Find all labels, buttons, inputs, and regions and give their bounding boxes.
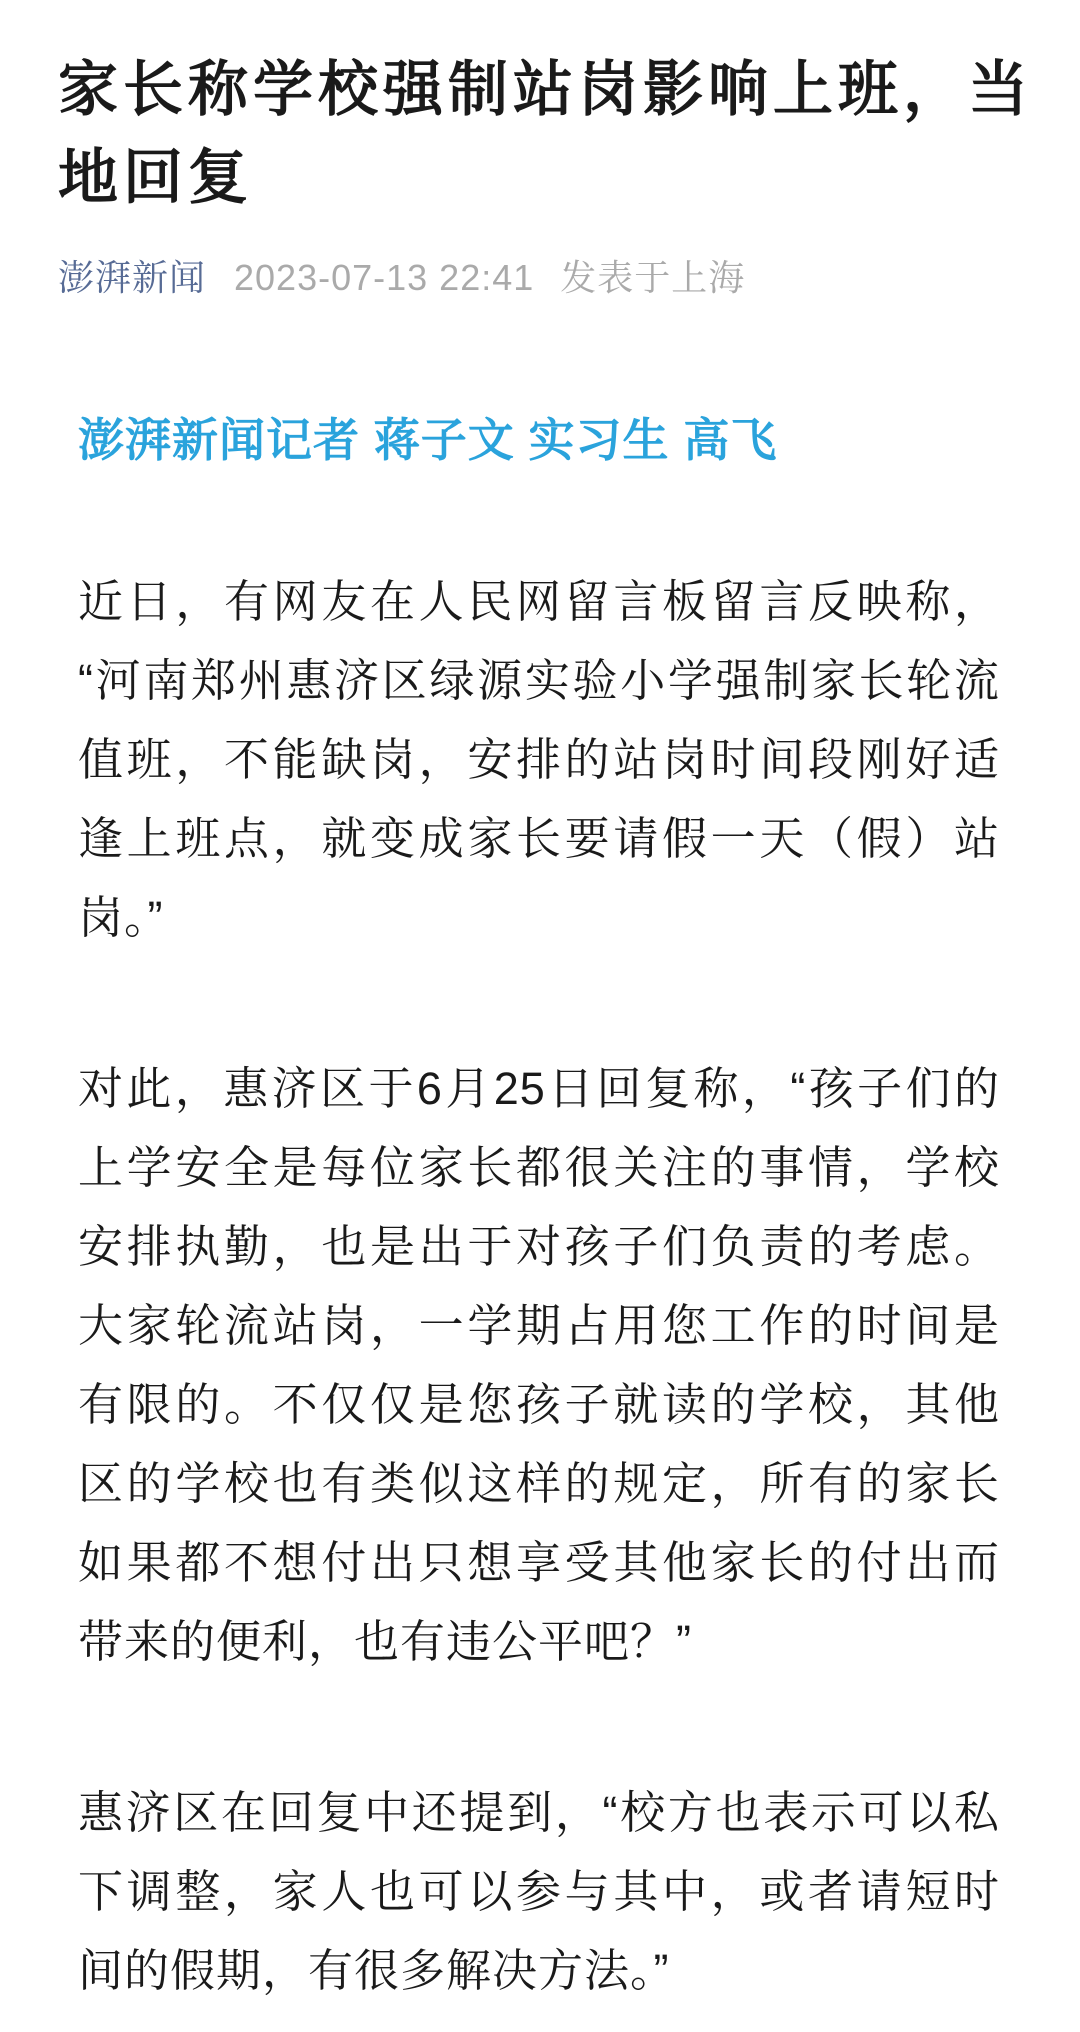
paragraph: 惠济区在回复中还提到，“校方也表示可以私 下调整，家人也可以参与其中，或者请短时 间的假期，有很多解决方法。” [78, 1787, 1000, 1996]
article-title: 家长称学校强制站岗影响上班，当 地回复 [58, 56, 1033, 211]
paragraph: 对此，惠济区于6月25日回复称，“孩子们的 上学安全是每位家长都很关注的事情，学校 安排执勤，也是出于对孩子们负责的考虑。 大家轮流站岗，一学期占用您工作的时间是 有限的。不仅仅是您孩子就读的学校，其他 区的学校也有类似这样的规定，所有的家长 如果都不想付出只想享受其他家长的付出而 带来的便利，也有违公平吧？” [78, 1063, 1000, 1667]
account-link[interactable]: 澎湃新闻 [58, 257, 207, 298]
reporter-byline: 澎湃新闻记者 蒋子文 实习生 高飞 [78, 414, 778, 466]
article-meta [58, 256, 1034, 300]
publish-datetime: 2023-07-13 22:41 [234, 257, 535, 298]
publish-location: 发表于上海 [560, 257, 746, 298]
paragraph: 近日，有网友在人民网留言板留言反映称， “河南郑州惠济区绿源实验小学强制家长轮流 值班，不能缺岗，安排的站岗时间段刚好适 逢上班点，就变成家长要请假一天（假）站 岗。” [78, 576, 1000, 943]
article-body [78, 410, 1000, 2010]
